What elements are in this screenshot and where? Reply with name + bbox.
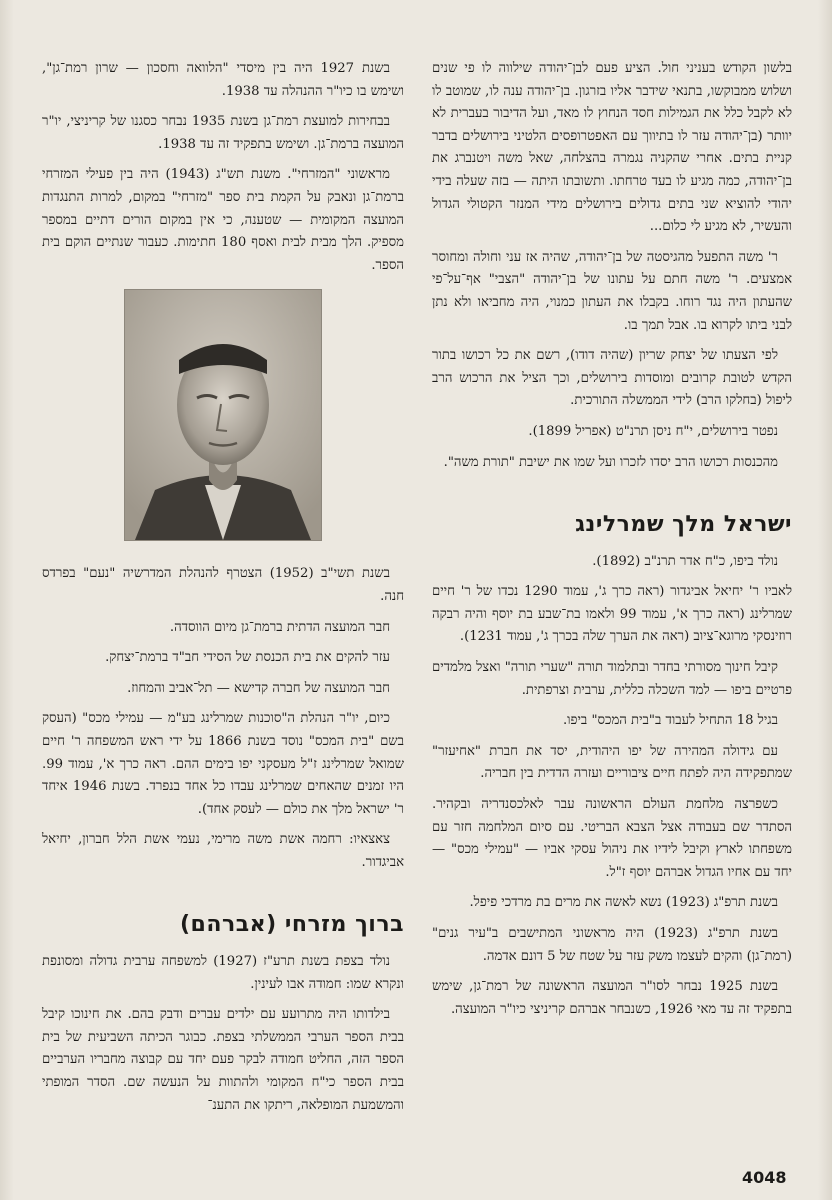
entry-heading: ישראל מלך שמרלינג <box>575 512 792 538</box>
paragraph: נולד בצפת בשנת תרע"ז (1927) למשפחה ערבית גדולה ומסונפת ונקרא שמו: חמודה אבו לעינין. <box>42 954 404 992</box>
paragraph: לאביו ר' יחיאל אביגדור (ראה כרך ג', עמוד 1290 נכדו של ר' חיים שמרלינג (ראה כרך א', עמוד 99 ולאמו בת־שבע בת יוסף והיה רבקה רוזינסקי מרוגא־ציוב (ראה את הערך שלה בכרך ג', עמוד 1231). <box>432 584 792 645</box>
paragraph: בבחירות למועצת רמת־גן בשנת 1935 נבחר כסגנו של קריניצי, יו"ר המועצה ברמת־גן. ושימש בתפקיד זה עד 1938. <box>42 114 404 152</box>
paragraph: כשפרצה מלחמת העולם הראשונה עבר לאלכסנדריה ובקהיר. הסתדר שם בעבודה אצל הצבא הבריטי. עם סיום המלחמה חזר עם משפחתו לארץ וקיבל לידיו את ניהול עסקי אביו — "עמילי מכס" — יחד עם אחיו הגדול אברהם יוסף ז"ל. <box>432 797 792 880</box>
paragraph: עם גידולה המהירה של יפו היהודית, יסד את חברת "אחיעזר" שמתפקידה היה לפתח חיים ציבוריים ועזרה הדדית בין חבריה. <box>432 743 792 782</box>
paragraph: ר' משה התפעל מהגיסטה של בן־יהודה, שהיה אז עני וחולה ומחוסר אמצעים. ר' משה חתם על עתונו של בן־יהודה "הצבי" אף־על־פי שהעתון היה נגד רוחו. בקבלו את העתון כמנוי, היה מחביאו ולא נתן לבני ביתו לקרוא בו. אבל תמך בו. <box>432 249 792 333</box>
portrait-photo <box>124 289 322 541</box>
entry-heading: ברוך מזרחי (אברהם) <box>179 912 404 938</box>
paragraph: בגיל 18 התחיל לעבוד ב"בית המכס" ביפו. <box>562 713 778 729</box>
paragraph: לפי הצעתו של יצחק שריון (שהיה דודו), רשם את כל רכושו בתור הקדש לטובת קרובים ומוסדות בירושלים, וכך הציל את הרכוש הרב ליפול (בחלקו הרב) לידי הממשלה התורכית. <box>432 348 792 409</box>
paragraph: בילדותו היה מתרועע עם ילדים עברים ודבק בהם. את חינוכו קיבל בבית הספר הערבי הממשלתי בצפת. כבוגר הכיתה השביעית של בית הספר הזה, החליט חמודה לבקר פעם יחד עם קבוצה מחבריו הערביים בבית הספר כי"ח המקומי ולהתוות על הנעשה שם. הסדר המופתי והמשמעת המופלאה, ריתקו את התענ־ <box>42 1007 404 1113</box>
paragraph: נפטר בירושלים, י"ח ניסן תרנ"ט (אפריל 1899). <box>528 423 778 439</box>
right-column <box>432 58 792 1029</box>
left-column <box>42 58 404 1125</box>
paragraph: עזר להקים את בית הכנסת של הסידי חב"ד ברמת־יצחק. <box>105 650 390 666</box>
paragraph: בשנת תשי"ב (1952) הצטרף להנהלת המדרשיה "נעם" בפרדס חנה. <box>42 566 404 604</box>
paragraph: מראשוני "המזרחי". משנת תש"ג (1943) היה בין פעילי המזרחי ברמת־גן ונאבק על הקמת בית ספר "מזרחי" במקום, למרות התנגדות המועצה המקומית — שטענה, כי אין במקום הורים דתיים במספר מספיק. הלך מבית לבית ואסף 180 חתימות. כעבור שנתיים הוקם בית הספר. <box>42 167 404 273</box>
page-number: 4048 <box>742 1168 787 1187</box>
paragraph: חבר המועצה הדתית ברמת־גן מיום הווסדה. <box>169 619 390 635</box>
paragraph: בשנת תרפ"ג (1923) היה מראשוני המתישבים ב"עיר גנים" (רמת־גן) והקים לעצמו משק עזר על שטח של 5 דונם אדמה. <box>432 926 792 964</box>
paragraph: נולד ביפו, כ"ח אדר תרנ"ב (1892). <box>592 553 778 569</box>
paragraph: צאצאיו: רחמה אשת משה מרימי, נעמי אשת הלל חברון, יחיאל אביגדור. <box>42 832 404 870</box>
paragraph: בשנת 1925 נבחר לסו"ר המועצה הראשונה של רמת־גן, שימש בתפקיד זה עד מאי 1926, כשנבחר אברהם קריניצי כיו"ר המועצה. <box>432 979 792 1017</box>
paragraph: קיבל חינוך מסורתי בחדר ובתלמוד תורה "שערי תורה" ואצל מלמדים פרטיים ביפו — למד השכלה כללית, ערבית וצרפתית. <box>432 660 792 698</box>
paragraph: מהכנסות רכושו הרב יסדו לזכרו ועל שמו את ישיבת "תורת משה". <box>443 454 778 470</box>
paragraph: בלשון הקודש בעניני חול. הציע פעם לבן־יהודה שילווה לו פי שנים ושלוש ממבוקשו, בתנאי שידבר אליו בזרגון. בן־יהודה ענה לו, שמוטב לו לא לקבל כלל את הגמילות חסד הנחוץ לו מאד, ועל הדיבור בעברית לא יוותר (בן־יהודה עזר לו בתיווך עם האפטרופסים הלטיני בירושלים בדבר קניית בתים. אחרי שהקניה נגמרה בהצלחה, שאל משה ויטנברג את בן־יהודה, כמה מגיע לו בעד טרחתו. ותשובתו היתה — בזה שעלה בידי יהודי להוציא שני בתים גדולים בירושלים מידי המנזר הקטולי הגדול והעשיר, לא מגיע לי כלום... <box>432 61 792 235</box>
paragraph: חבר המועצה של חברה קדישא — תל־אביב והמחוז. <box>127 680 390 696</box>
paragraph: בשנת תרפ"ג (1923) נשא לאשה את מרים בת מרדכי פיפל. <box>469 895 778 911</box>
paragraph: כיום, יו"ר הנהלת ה"סוכנות שמרלינג בע"מ — עמילי מכס" (העסק בשם "בית המכס" נוסד בשנת 1866 על ידי ראש המשפחה ר' חיים שמואל שמרלינג ז"ל מעסקני יפו בימים ההם. ראה כרך א', עמוד 99. היו זמנים שהאחים שמרלינג עבדו כל אחד בנפרד. בשנת 1946 איחד ר' ישראל מלך את כולם — לעסק אחד). <box>42 711 404 817</box>
paragraph: בשנת 1927 היה בין מיסדי "הלוואה וחסכון — שרון רמת־גן", ושימש בו כיו"ר ההנהלה עד 1938. <box>42 61 404 99</box>
